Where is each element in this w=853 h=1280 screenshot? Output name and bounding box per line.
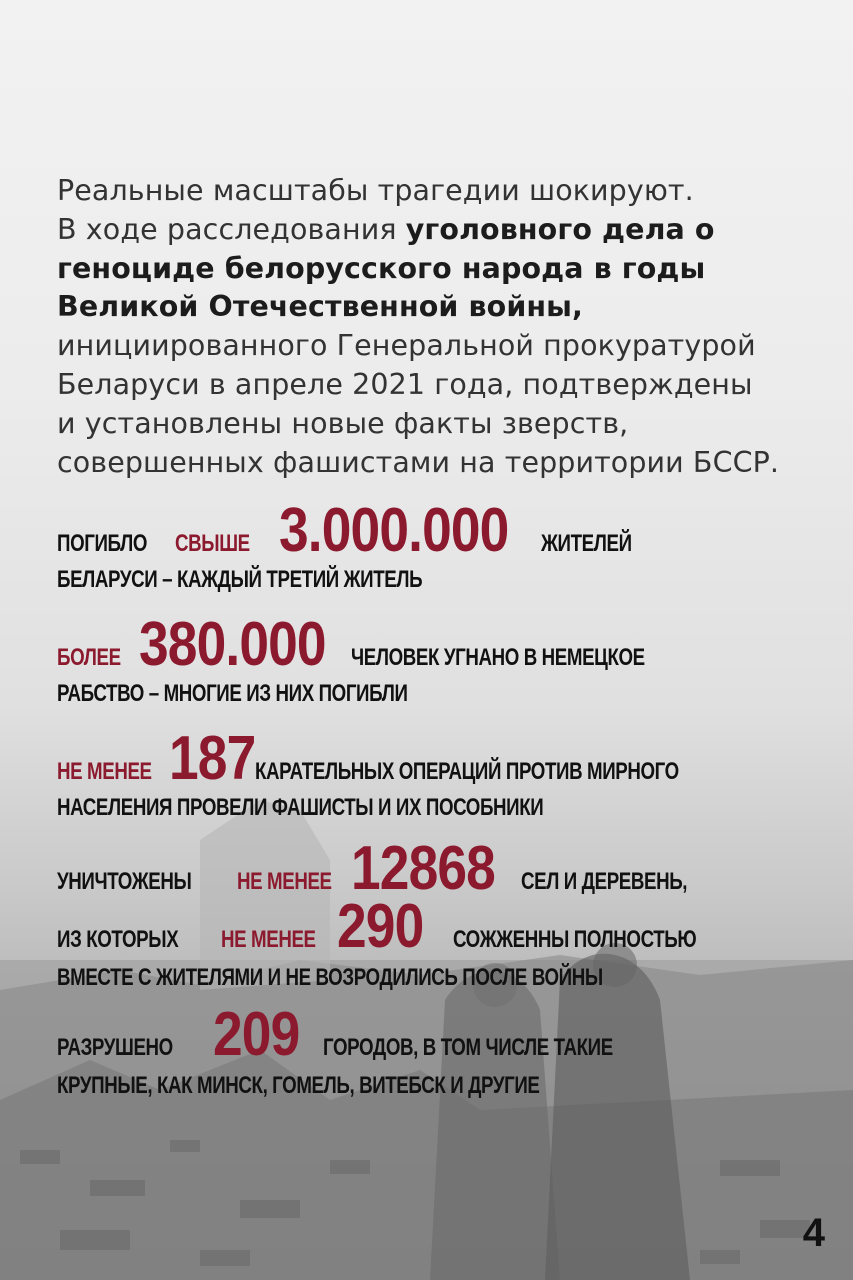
intro-bold-text: Великой Отечественной войны, [57,290,583,324]
fact-qualifier: НЕ МЕНЕЕ [237,868,332,895]
fact-qualifier: СВЫШЕ [175,530,250,557]
fact-number: 380.000 [139,610,326,679]
fact-line2: ВМЕСТЕ С ЖИТЕЛЯМИ И НЕ ВОЗРОДИЛИСЬ ПОСЛЕ ВОЙНЫ [57,964,603,991]
fact-punitive-operations [57,724,798,822]
intro-line: инициированного Генеральной прокуратурой [57,329,756,363]
fact-number: 187 [169,724,256,793]
fact-qualifier: НЕ МЕНЕЕ [221,926,316,953]
intro-line: совершенных фашистами на территории БССР. [57,445,780,479]
fact-slavery [57,610,728,708]
intro-line: и установлены новые факты зверств, [57,406,629,440]
fact-number: 3.000.000 [279,496,509,565]
fact-prefix: УНИЧТОЖЕНЫ [57,868,192,895]
fact-prefix: ПОГИБЛО [57,530,148,557]
intro-line [57,288,817,327]
intro-paragraph [57,172,817,482]
fact-suffix: КАРАТЕЛЬНЫХ ОПЕРАЦИЙ ПРОТИВ МИРНОГО [255,758,679,785]
fact-line2: РАБСТВО – МНОГИЕ ИЗ НИХ ПОГИБЛИ [57,680,408,707]
fact-number: 12868 [351,834,495,903]
fact-qualifier: НЕ МЕНЕЕ [57,758,152,785]
fact-line2: НАСЕЛЕНИЯ ПРОВЕЛИ ФАШИСТЫ И ИХ ПОСОБНИКИ [57,794,544,821]
fact-suffix: СОЖЖЕННЫ ПОЛНОСТЬЮ [453,926,697,953]
fact-number: 209 [213,1000,300,1069]
intro-line: Беларуси в апреле 2021 года, подтверждены [57,367,753,401]
fact-villages-burned [57,892,765,992]
fact-suffix: ЖИТЕЛЕЙ [541,530,632,557]
fact-line2: КРУПНЫЕ, КАК МИНСК, ГОМЕЛЬ, ВИТЕБСК И ДРУГИЕ [57,1072,540,1099]
intro-text: В ходе расследования [57,212,406,246]
fact-suffix: ГОРОДОВ, В ТОМ ЧИСЛЕ ТАКИЕ [323,1034,613,1061]
page-number: 4 [802,1211,825,1255]
fact-prefix: ИЗ КОТОРЫХ [57,926,179,953]
intro-bold-text: геноциде белорусского народа в годы [57,251,706,285]
fact-suffix: СЕЛ И ДЕРЕВЕНЬ, [521,868,688,895]
fact-villages-destroyed [57,834,734,903]
fact-prefix: РАЗРУШЕНО [57,1034,173,1061]
fact-cities-destroyed [57,1000,695,1100]
fact-suffix: ЧЕЛОВЕК УГНАНО В НЕМЕЦКОЕ [351,644,645,671]
intro-line [57,211,817,250]
fact-number: 290 [337,892,424,961]
fact-population-lost [57,496,657,594]
fact-line2: БЕЛАРУСИ – КАЖДЫЙ ТРЕТИЙ ЖИТЕЛЬ [57,566,423,593]
intro-line [57,250,817,289]
fact-qualifier: БОЛЕЕ [57,644,121,671]
intro-line: Реальные масштабы трагедии шокируют. [57,174,694,207]
intro-bold-text: уголовного дела о [405,212,715,246]
